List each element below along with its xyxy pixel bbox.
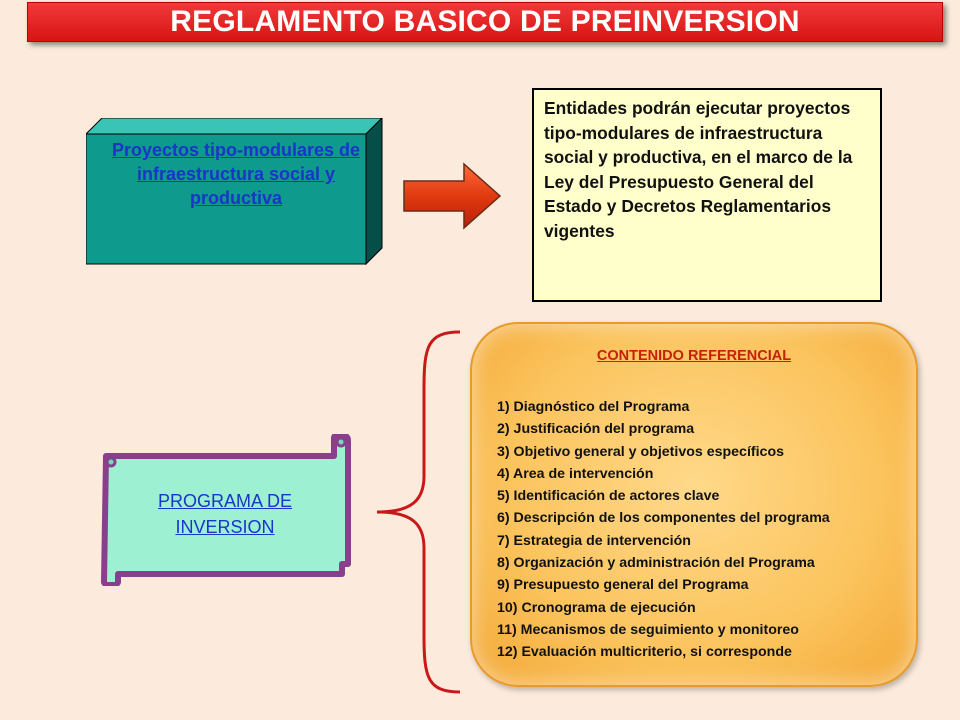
list-item: 9) Presupuesto general del Programa (497, 577, 749, 594)
list-item: 11) Mecanismos de seguimiento y monitoreo (497, 621, 799, 638)
page-title: REGLAMENTO BASICO DE PREINVERSION (170, 5, 800, 38)
list-item: 7) Estrategia de intervención (497, 532, 691, 549)
list-item: 8) Organización y administración del Programa (497, 555, 815, 572)
list-item: 2) Justificación del programa (497, 421, 695, 438)
list-item: 5) Identificación de actores clave (497, 488, 720, 505)
program-scroll-link[interactable]: PROGRAMA DE INVERSION (157, 491, 293, 537)
title-banner (27, 2, 943, 42)
project-box-label[interactable] (110, 138, 362, 210)
list-item: 6) Descripción de los componentes del programa (497, 510, 830, 527)
list-item: 10) Cronograma de ejecución (497, 599, 696, 616)
list-item: 4) Area de intervención (497, 465, 654, 482)
description-box: Entidades podrán ejecutar proyectos tipo-modulares de infraestructura social y productiva, en el marco de la Ley del Presupuesto General del Estado y Decretos Reglamentarios vigentes (532, 88, 882, 302)
content-title: CONTENIDO REFERENCIAL (596, 348, 792, 364)
list-item: 3) Objetivo general y objetivos específicos (497, 443, 784, 460)
list-item: 12) Evaluación multicriterio, si corresponde (497, 644, 792, 661)
project-box-link[interactable]: Proyectos tipo-modulares de infraestructura social y productiva (111, 140, 361, 208)
content-panel (470, 322, 918, 687)
right-arrow-icon (402, 161, 504, 231)
left-brace-icon (374, 328, 464, 698)
list-item: 1) Diagnóstico del Programa (497, 399, 690, 415)
program-scroll-label[interactable] (118, 488, 332, 540)
content-list (497, 396, 830, 664)
